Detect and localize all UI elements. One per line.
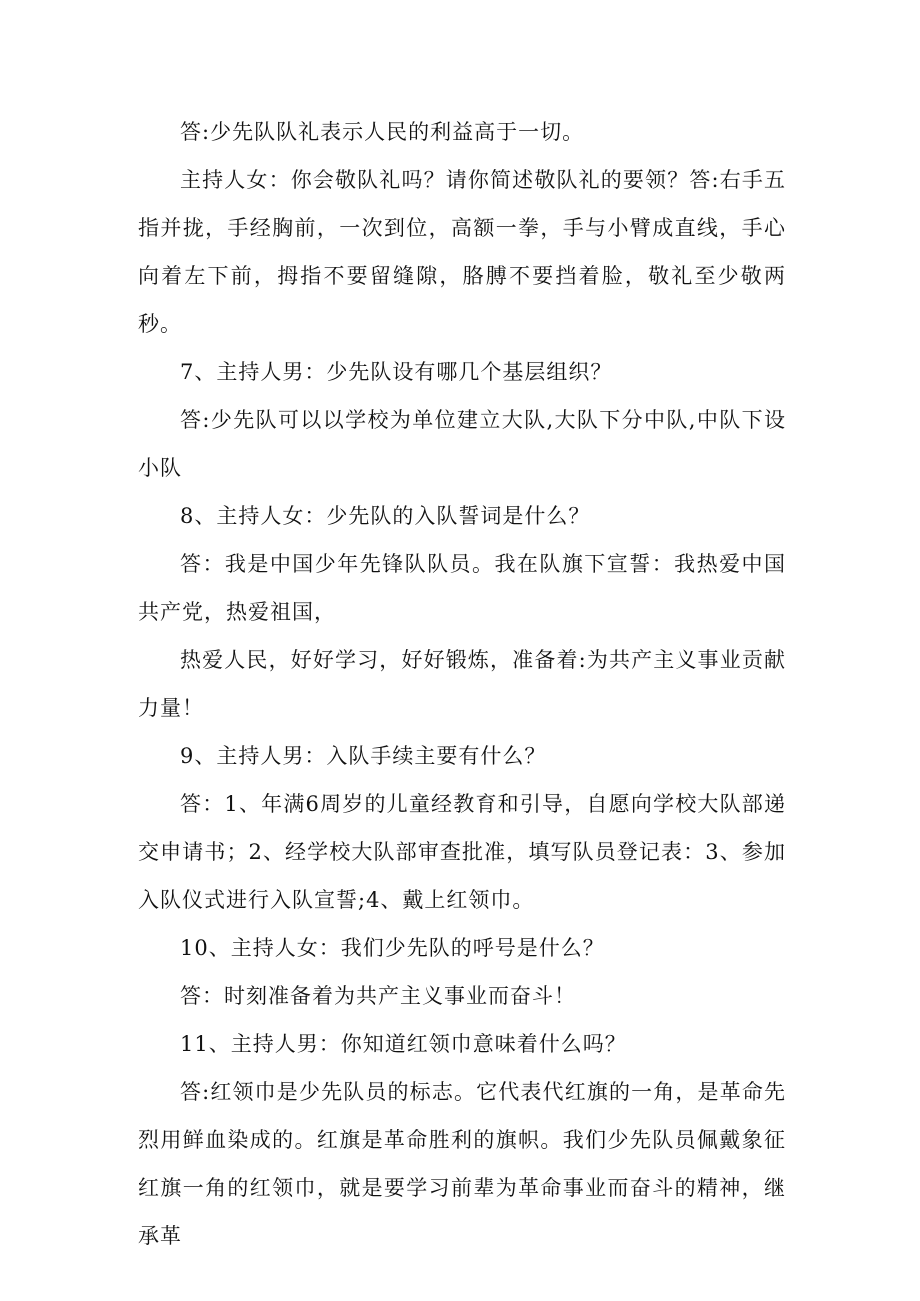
paragraph-answer-9: 答：1、年满6周岁的儿童经教育和引导，自愿向学校大队部递交申请书；2、经学校大队部审查批准，填写队员登记表：3、参加入队仪式进行入队宣誓;4、戴上红领巾。	[138, 792, 786, 912]
paragraph-answer-8-part1: 答：我是中国少年先锋队队员。我在队旗下宣誓：我热爱中国共产党，热爱祖国，	[138, 552, 786, 624]
paragraph-question-10: 10、主持人女：我们少先队的呼号是什么？	[180, 936, 605, 960]
paragraph-question-9: 9、主持人男：入队手续主要有什么？	[180, 744, 547, 768]
paragraph-salute-meaning: 答:少先队队礼表示人民的利益高于一切。	[180, 120, 585, 144]
paragraph-salute-method: 主持人女：你会敬队礼吗？请你简述敬队礼的要领？答:右手五指并拢，手经胸前，一次到位，高额一拳，手与小臂成直线，手心向着左下前，拇指不要留缝隙，胳膊不要挡着脸，敬礼至少敬两秒。	[138, 168, 786, 336]
paragraph-question-7: 7、主持人男：少先队设有哪几个基层组织？	[180, 360, 613, 384]
paragraph-answer-7: 答:少先队可以以学校为单位建立大队,大队下分中队,中队下设小队	[138, 408, 786, 480]
paragraph-question-11: 11、主持人男：你知道红领巾意味着什么吗？	[180, 1032, 627, 1056]
paragraph-answer-11: 答:红领巾是少先队员的标志。它代表代红旗的一角，是革命先烈用鲜血染成的。红旗是革命胜利的旗帜。我们少先队员佩戴象征红旗一角的红领巾，就是要学习前辈为革命事业而奋斗的精神，继承革	[138, 1080, 786, 1248]
paragraph-question-8: 8、主持人女：少先队的入队誓词是什么？	[180, 504, 591, 528]
document-body	[138, 108, 786, 1260]
paragraph-answer-8-part2: 热爱人民，好好学习，好好锻炼，准备着:为共产主义事业贡献力量！	[138, 648, 786, 720]
paragraph-answer-10: 答：时刻准备着为共产主义事业而奋斗！	[180, 984, 576, 1008]
